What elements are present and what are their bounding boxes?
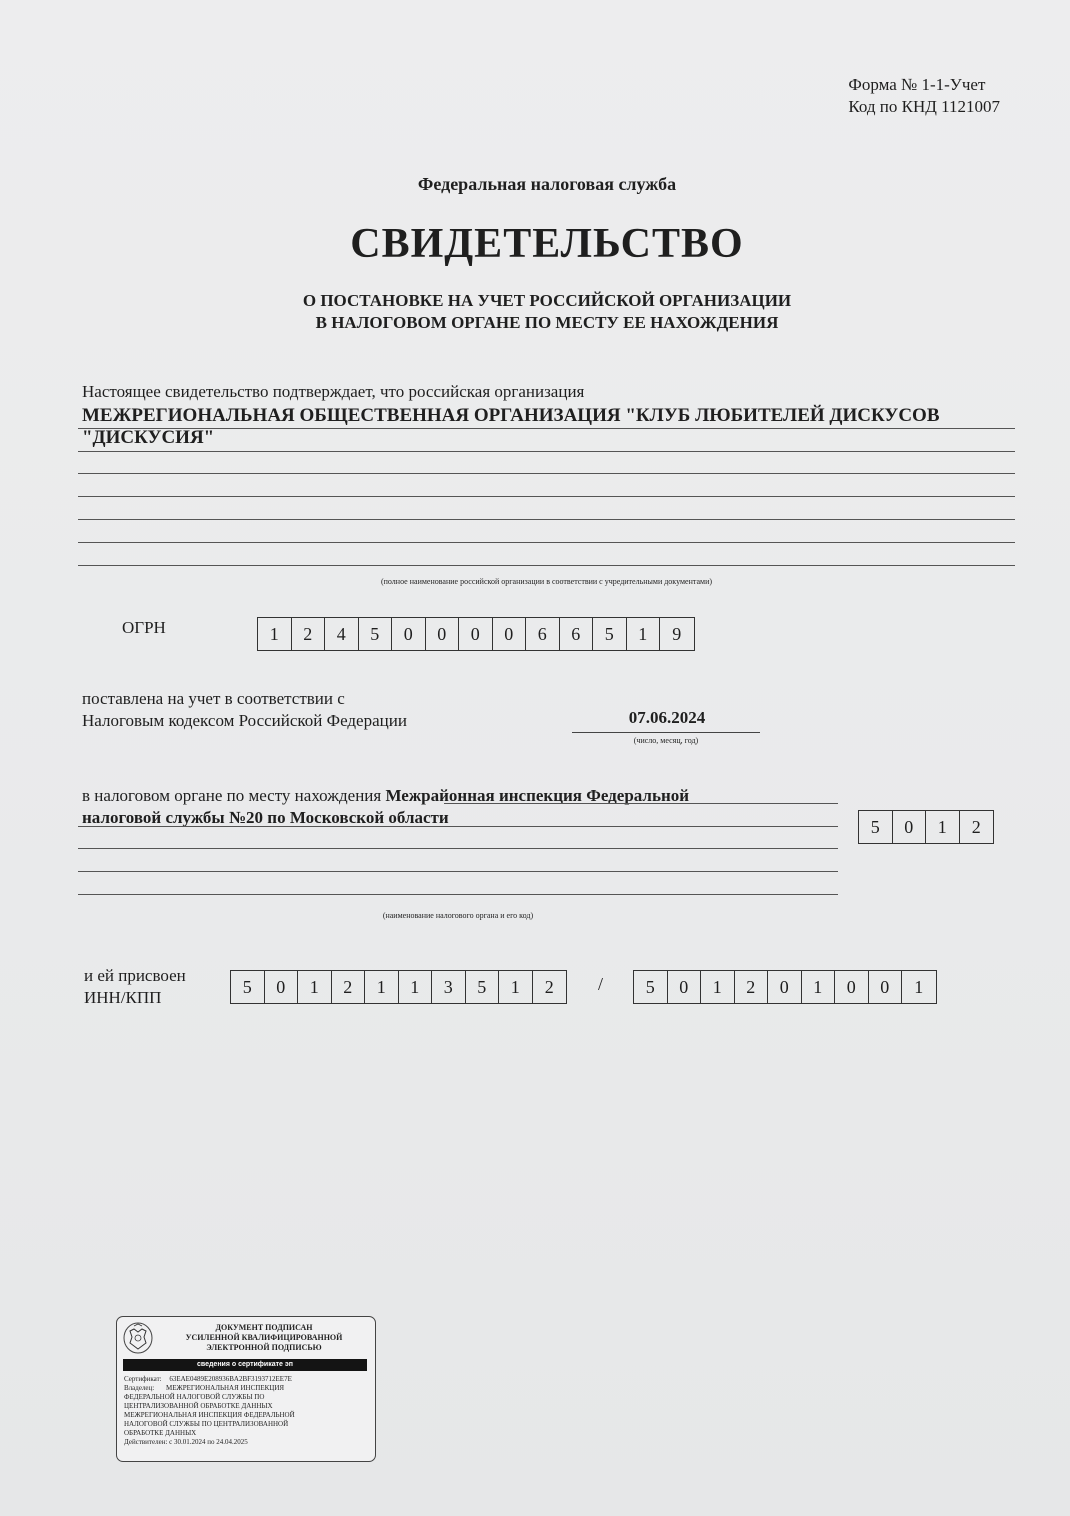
date-underline (572, 732, 760, 733)
kpp-digit: 0 (768, 971, 802, 1003)
tax-authority-name-line-1: Межрайонная инспекция Федеральной (385, 786, 690, 805)
org-underline (78, 565, 1015, 566)
inn-digit: 5 (231, 971, 265, 1003)
document-title: СВИДЕТЕЛЬСТВО (350, 221, 744, 267)
authority-underline (78, 848, 838, 849)
inn-kpp-label (84, 965, 186, 1009)
owner-line: МЕЖРЕГИОНАЛЬНАЯ ИНСПЕКЦИЯ (165, 1384, 285, 1392)
kpp-digit: 0 (835, 971, 869, 1003)
owner-line: ЦЕНТРАЛИЗОВАННОЙ ОБРАБОТКЕ ДАННЫХ (124, 1402, 273, 1410)
ogrn-digit: 0 (459, 618, 493, 650)
owner-line: МЕЖРЕГИОНАЛЬНАЯ ИНСПЕКЦИЯ ФЕДЕРАЛЬНОЙ (124, 1411, 295, 1419)
stamp-certificate-bar: сведения о сертификате эп (123, 1359, 367, 1371)
stamp-heading-line: ЭЛЕКТРОННОЙ ПОДПИСЬЮ (206, 1343, 322, 1352)
inn-kpp-separator: / (598, 974, 604, 994)
org-underline (78, 473, 1015, 474)
inn-digit: 2 (544, 976, 554, 997)
ogrn-digit: 1 (258, 618, 292, 650)
validity-period: Действителен: с 30.01.2024 по 24.04.2025 (124, 1438, 248, 1446)
org-underline (78, 519, 1015, 520)
knd-code: Код по КНД 1121007 (848, 97, 1000, 116)
authority-underline (78, 871, 838, 872)
ogrn-digit: 0 (493, 618, 527, 650)
kpp-cells (633, 970, 937, 1004)
owner-line: ОБРАБОТКЕ ДАННЫХ (124, 1429, 197, 1437)
organization-name (82, 405, 940, 449)
registration-line-1: поставлена на учет в соответствии с (82, 689, 345, 708)
tax-authority-name-line-2: налоговой службы №20 по Московской области (82, 808, 449, 827)
kpp-digit: 1 (802, 971, 836, 1003)
organization-name-line-2: "ДИСКУСИЯ" (82, 427, 215, 448)
ogrn-digit: 2 (292, 618, 326, 650)
registration-date: 07.06.2024 (628, 708, 706, 727)
tax-code-digit: 1 (926, 811, 960, 843)
inn-kpp-label-line-2: ИНН/КПП (84, 988, 162, 1007)
registration-line-2: Налоговым кодексом Российской Федерации (82, 711, 407, 730)
subtitle-line-1: О ПОСТАНОВКЕ НА УЧЕТ РОССИЙСКОЙ ОРГАНИЗАЦИИ (302, 291, 792, 310)
inn-digit: 5 (466, 971, 500, 1003)
ogrn-digit: 1 (627, 618, 661, 650)
authority-underline (78, 826, 838, 827)
ogrn-digit: 0 (426, 618, 460, 650)
org-underline (78, 496, 1015, 497)
ogrn-digit: 9 (672, 623, 682, 644)
inn-digit: 1 (298, 971, 332, 1003)
stamp-heading-line: УСИЛЕННОЙ КВАЛИФИЦИРОВАННОЙ (185, 1333, 343, 1342)
certificate-number: 63EAE0489E208936BA2BF3193712EE7E (169, 1375, 292, 1383)
ogrn-cells (257, 617, 695, 651)
kpp-digit: 0 (869, 971, 903, 1003)
agency-name: Федеральная налоговая служба (417, 174, 677, 194)
intro-text: Настоящее свидетельство подтверждает, что российская организация (82, 382, 585, 401)
authority-underline (444, 803, 838, 804)
electronic-signature-stamp (116, 1316, 376, 1462)
ogrn-digit: 6 (560, 618, 594, 650)
kpp-digit: 5 (634, 971, 668, 1003)
inn-digit: 2 (332, 971, 366, 1003)
kpp-digit: 2 (735, 971, 769, 1003)
kpp-digit: 1 (701, 971, 735, 1003)
tax-code-digit: 0 (893, 811, 927, 843)
tax-code-digit: 5 (859, 811, 893, 843)
inn-digit: 1 (399, 971, 433, 1003)
owner-line: ФЕДЕРАЛЬНОЙ НАЛОГОВОЙ СЛУЖБЫ ПО (124, 1393, 265, 1401)
tax-authority-code-cells (858, 810, 994, 844)
stamp-details (124, 1375, 368, 1447)
owner-label: Владелец: (124, 1384, 155, 1392)
inn-digit: 1 (365, 971, 399, 1003)
inn-digit: 3 (432, 971, 466, 1003)
inn-cells (230, 970, 567, 1004)
stamp-heading (157, 1323, 371, 1353)
ogrn-digit: 6 (526, 618, 560, 650)
ogrn-digit: 4 (325, 618, 359, 650)
ogrn-digit: 0 (392, 618, 426, 650)
inn-kpp-label-line-1: и ей присвоен (84, 966, 186, 985)
org-underline (78, 542, 1015, 543)
subtitle-line-2: В НАЛОГОВОМ ОРГАНЕ ПО МЕСТУ ЕЕ НАХОЖДЕНИЯ (315, 313, 779, 332)
tax-authority-text (82, 785, 842, 829)
kpp-digit: 1 (914, 976, 924, 997)
document-subtitle (0, 290, 1070, 334)
authority-underline (78, 894, 838, 895)
ogrn-digit: 5 (593, 618, 627, 650)
stamp-heading-line: ДОКУМЕНТ ПОДПИСАН (215, 1323, 313, 1332)
registration-text (82, 688, 407, 732)
tax-authority-caption: (наименование налогового органа и его код) (382, 911, 534, 920)
ogrn-digit: 5 (359, 618, 393, 650)
organization-name-line-1: МЕЖРЕГИОНАЛЬНАЯ ОБЩЕСТВЕННАЯ ОРГАНИЗАЦИЯ "КЛУБ ЛЮБИТЕЛЕЙ ДИСКУСОВ (82, 405, 940, 426)
owner-line: НАЛОГОВОЙ СЛУЖБЫ ПО ЦЕНТРАЛИЗОВАННОЙ (124, 1420, 289, 1428)
kpp-digit: 0 (668, 971, 702, 1003)
certificate-label: Сертификат: (124, 1375, 162, 1383)
inn-digit: 1 (499, 971, 533, 1003)
coat-of-arms-icon (121, 1321, 155, 1355)
inn-digit: 0 (265, 971, 299, 1003)
form-number: Форма № 1-1-Учет (848, 75, 986, 94)
form-header (848, 74, 1000, 118)
date-caption: (число, месяц, год) (633, 736, 699, 745)
org-underline (78, 428, 1015, 429)
ogrn-label: ОГРН (122, 618, 166, 637)
tax-code-digit: 2 (971, 816, 981, 837)
organization-caption: (полное наименование российской организации в соответствии с учредительными документами) (380, 577, 713, 586)
tax-authority-prefix: в налоговом органе по месту нахождения (82, 786, 382, 805)
org-underline (78, 451, 1015, 452)
